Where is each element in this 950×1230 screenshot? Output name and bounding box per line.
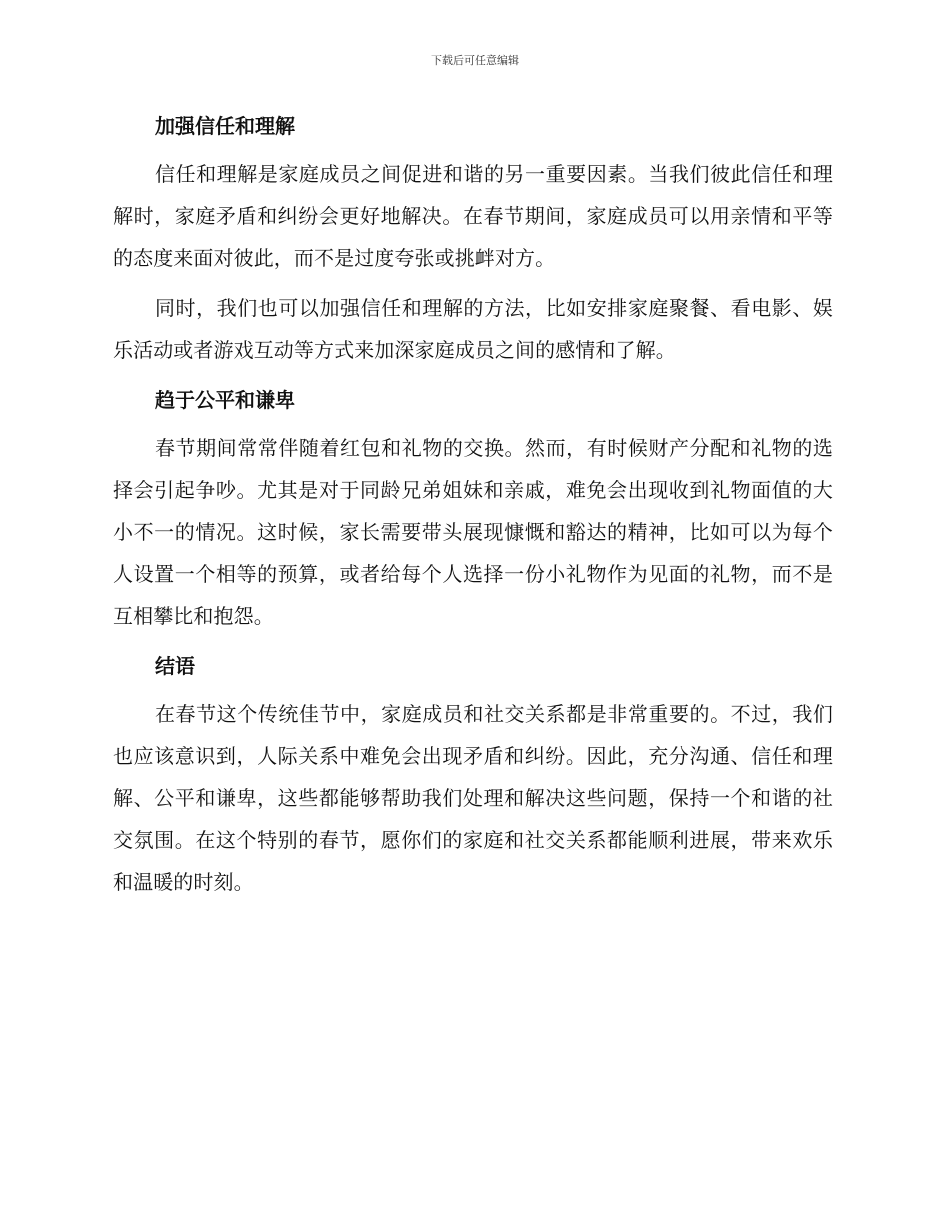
page-header-note: 下载后可任意编辑 — [431, 54, 519, 67]
paragraph: 信任和理解是家庭成员之间促进和谐的另一重要因素。当我们彼此信任和理解时，家庭矛盾和纠纷会更好地解决。在春节期间，家庭成员可以用亲情和平等的态度来面对彼此，而不是过度夸张或挑衅对方。 — [113, 162, 833, 270]
paragraph: 春节期间常常伴随着红包和礼物的交换。然而，有时候财产分配和礼物的选择会引起争吵。尤其是对于同龄兄弟姐妹和亲戚，难免会出现收到礼物面值的大小不一的情况。这时候，家长需要带头展现慷慨和豁达的精神，比如可以为每个人设置一个相等的预算，或者给每个人选择一份小礼物作为见面的礼物，而不是互相攀比和抱怨。 — [113, 436, 833, 628]
paragraph: 同时，我们也可以加强信任和理解的方法，比如安排家庭聚餐、看电影、娱乐活动或者游戏互动等方式来加深家庭成员之间的感情和了解。 — [113, 296, 833, 362]
section-heading: 趋于公平和谦卑 — [155, 388, 295, 412]
section-heading: 加强信任和理解 — [155, 114, 295, 138]
document-body — [113, 112, 833, 911]
section-fairness-humility — [113, 386, 833, 637]
section-conclusion — [113, 652, 833, 903]
section-trust-understanding — [113, 112, 833, 371]
paragraph: 在春节这个传统佳节中，家庭成员和社交关系都是非常重要的。不过，我们也应该意识到，人际关系中难免会出现矛盾和纠纷。因此，充分沟通、信任和理解、公平和谦卑，这些都能够帮助我们处理和解决这些问题，保持一个和谐的社交氛围。在这个特别的春节，愿你们的家庭和社交关系都能顺利进展，带来欢乐和温暖的时刻。 — [113, 702, 833, 894]
section-heading: 结语 — [155, 654, 195, 678]
